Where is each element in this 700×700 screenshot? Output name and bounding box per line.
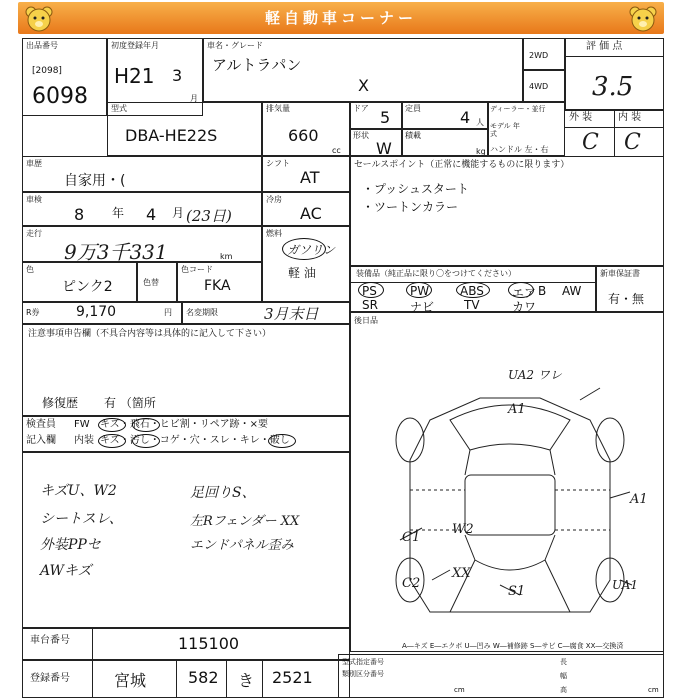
dmg-a1-right: A1 <box>630 492 648 507</box>
car-name: アルトラパン <box>212 56 302 74</box>
damage-legend: A―キズ E―エクボ U―凹み W―補修跡 S―サビ C―腐食 XX―交換済 <box>402 642 624 650</box>
ac-label: 冷房 <box>266 195 282 204</box>
first-reg-month: 3 <box>172 66 183 85</box>
hw-note-6: 左Rフェンダー XX <box>190 514 300 529</box>
header-banner <box>18 2 664 34</box>
dimension-box <box>338 654 664 698</box>
divider <box>565 127 664 128</box>
fuel-light: 軽 油 <box>288 266 316 280</box>
type-designation-label: 型式指定番号 <box>342 658 384 666</box>
lot-number: 6098 <box>32 84 88 109</box>
inspection-year: 8 <box>74 205 85 224</box>
displacement-value: 660 <box>288 126 319 145</box>
dmg-a1-top: A1 <box>508 402 526 417</box>
sales-point-label: セールスポイント（正常に機能するものに限ります） <box>354 160 570 170</box>
load-label: 積載 <box>405 131 421 140</box>
equip-tv: TV <box>464 298 480 312</box>
repair-label: 修復歴 <box>42 396 79 410</box>
hw-note-1: キズU、W2 <box>40 483 117 499</box>
hw-note-4: AWキズ <box>40 563 92 579</box>
displacement-label: 排気量 <box>266 104 290 113</box>
sales-point-item: ・プッシュスタート <box>362 182 469 196</box>
model-label: 型式 <box>111 104 127 113</box>
dmg-c1: C1 <box>402 530 421 545</box>
inspection-label: 車検 <box>26 195 42 204</box>
dim-height-label: 高 <box>560 686 567 694</box>
equip-b: B <box>538 284 547 298</box>
model-year-label: モデル 年式 <box>490 122 520 138</box>
circle-mark <box>98 434 126 448</box>
shift-label: シフト <box>266 159 290 168</box>
score-value: 3.5 <box>592 72 634 102</box>
doors-label: ドア <box>353 104 369 113</box>
int-grade: C <box>624 130 641 155</box>
load-unit: kg <box>476 147 486 156</box>
name-change-value: 3月末日 <box>264 305 319 323</box>
circle-mark <box>98 418 126 432</box>
chassis-number: 115100 <box>178 634 240 653</box>
retrofit-label: 後日品 <box>354 316 378 325</box>
inspection-day: (23日) <box>186 207 232 225</box>
hw-note-7: エンドパネル歪み <box>190 538 294 553</box>
dim-width-label: 幅 <box>560 672 567 680</box>
color-code: FKA <box>204 278 231 294</box>
plate-class: 582 <box>188 668 219 687</box>
divider <box>262 660 263 698</box>
equip-air: エア <box>512 286 537 300</box>
banner-title: 軽自動車コーナー <box>264 9 417 27</box>
divider <box>226 660 227 698</box>
hw-note-2: シートスレ、 <box>40 511 123 527</box>
dmg-ua1: UA1 <box>612 578 639 592</box>
dmg-s1: S1 <box>508 584 526 599</box>
divider <box>614 110 615 156</box>
plate-number: 2521 <box>272 668 313 687</box>
int-items: キズ・汚し・コゲ・穴・スレ・キレ・破し <box>100 435 290 446</box>
name-change-label: 名変期限 <box>186 308 218 317</box>
dmg-ua2: UA2 ワレ <box>508 368 562 382</box>
inspection-month-unit: 月 <box>172 206 185 220</box>
circle-mark <box>132 434 160 448</box>
mileage-value: 9万3千331 <box>64 240 168 264</box>
ext-grade: C <box>582 130 599 155</box>
color-label: 色 <box>26 265 34 274</box>
divider <box>176 660 177 698</box>
dim-unit-1: cm <box>454 686 465 694</box>
circle-mark <box>358 282 384 298</box>
sales-point-item: ・ツートンカラー <box>362 200 459 214</box>
circle-mark <box>132 418 160 432</box>
ac-value: AC <box>300 204 322 223</box>
equip-aw: AW <box>562 284 582 298</box>
color-code-label: 色コード <box>181 265 213 274</box>
fw-items: キズ・飛石・ヒビ割・リペア跡・×要 <box>100 419 268 430</box>
chassis-label: 車台番号 <box>30 635 70 646</box>
first-reg-era: H21 <box>114 64 155 88</box>
handle-label: ハンドル 左・右 <box>490 145 549 154</box>
plate-region: 宮城 <box>114 671 147 690</box>
capacity-unit: 人 <box>476 118 484 127</box>
repair-value: 有 （箇所 <box>104 396 156 410</box>
shape-value: W <box>376 139 392 158</box>
recycle-value: 9,170 <box>76 304 117 320</box>
displacement-unit: cc <box>332 146 341 155</box>
drive-2wd: 2WD <box>529 51 549 60</box>
int-checker-label: 内装 <box>74 435 94 446</box>
first-reg-month-unit: 月 <box>190 94 198 103</box>
new-car-warranty-value: 有・無 <box>608 292 645 306</box>
checker-label: 検査員 <box>26 419 56 430</box>
lot-label: 出品番号 <box>26 41 58 50</box>
mileage-label: 走行 <box>26 229 42 238</box>
divider <box>565 56 664 57</box>
lot-sub: [2098] <box>32 66 62 76</box>
fuel-gas: ガソリン <box>287 243 336 257</box>
circle-mark <box>508 282 534 298</box>
new-car-warranty-label: 新車保証書 <box>600 269 640 278</box>
circle-mark <box>268 434 296 448</box>
score-label: 評 価 点 <box>586 41 623 52</box>
shape-label: 形状 <box>353 131 369 140</box>
car-name-label: 車名・グレード <box>207 41 263 50</box>
shift-value: AT <box>300 168 320 187</box>
equip-pw: PW <box>410 284 430 298</box>
history-value: 自家用・( <box>64 173 126 189</box>
mileage-unit: km <box>220 252 233 261</box>
model-value: DBA-HE22S <box>125 126 218 145</box>
dim-length-label: 長 <box>560 658 567 666</box>
dmg-xx: XX <box>452 566 471 581</box>
equip-leather: カワ <box>512 300 537 314</box>
recycle-unit: 円 <box>164 308 172 317</box>
doors-value: 5 <box>380 108 391 127</box>
color-change-label: 色替 <box>143 278 159 287</box>
inspection-month: 4 <box>146 205 157 224</box>
notes-label: 注意事項申告欄（不具合内容等は具体的に記入して下さい） <box>28 329 272 339</box>
int-label: 内 装 <box>618 112 642 123</box>
dim-unit-2: cm <box>648 686 659 694</box>
dealer-label: ディーラー・並行 <box>490 105 546 113</box>
history-box <box>22 156 262 192</box>
plate-kana: き <box>238 671 255 690</box>
fuel-label: 燃料 <box>266 229 282 238</box>
equip-abs: ABS <box>460 284 484 298</box>
ext-label: 外 装 <box>569 112 593 123</box>
category-label: 類別区分番号 <box>342 670 384 678</box>
equipment-label: 装備品（純正品に限り〇をつけてください） <box>356 269 516 278</box>
circle-mark <box>406 282 432 298</box>
equip-sr: SR <box>362 298 378 312</box>
equip-ps: PS <box>362 284 377 298</box>
capacity-value: 4 <box>460 108 471 127</box>
fw-label: FW <box>74 419 90 430</box>
color-value: ピンク2 <box>62 279 113 295</box>
hw-note-3: 外装PPセ <box>40 537 101 553</box>
inspection-year-unit: 年 <box>112 206 125 220</box>
history-label: 車歴 <box>26 159 42 168</box>
bear-mascot-icon <box>628 5 658 33</box>
circle-mark <box>456 282 490 298</box>
input-label: 記入欄 <box>26 435 56 446</box>
first-reg-label: 初度登録年月 <box>111 41 159 50</box>
hw-note-5: 足回りS、 <box>190 485 256 501</box>
equip-navi: ナビ <box>410 300 435 314</box>
drive-4wd: 4WD <box>529 82 549 91</box>
car-grade: X <box>358 76 369 95</box>
capacity-label: 定員 <box>405 104 421 113</box>
recycle-label: R券 <box>26 308 40 317</box>
dmg-c2: C2 <box>402 576 421 591</box>
plate-label: 登録番号 <box>30 673 70 684</box>
dmg-w2: W2 <box>452 522 474 537</box>
